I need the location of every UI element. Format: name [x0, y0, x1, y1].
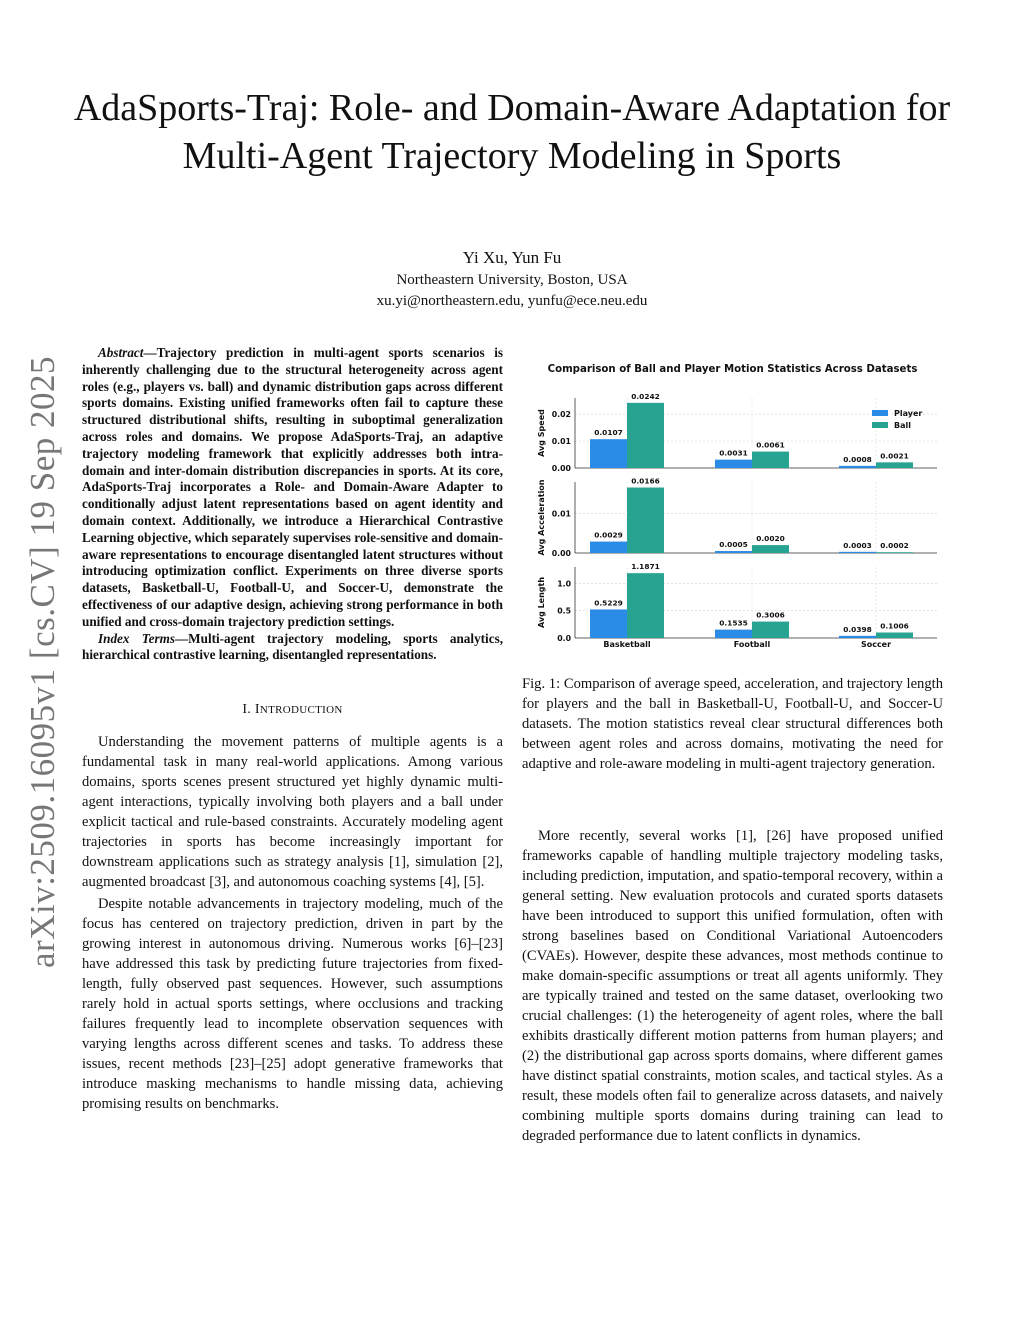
y-tick-label: 0.02: [551, 410, 571, 420]
data-label-ball: 0.3006: [756, 610, 785, 620]
bar-player-football: [715, 630, 752, 638]
authors: Yi Xu, Yun Fu: [462, 248, 562, 267]
data-label-player: 0.0003: [843, 540, 872, 550]
right-paragraph-1: More recently, several works [1], [26] have proposed unified frameworks capable of handling multiple trajectory modeling tasks, including prediction, imputation, and spatio-temporal recovery, within a general setting. New evaluation protocols and curated sports datasets have been introduced to support this unified formulation, often with strong baselines based on Conditional Variational Autoencoders (CVAEs). However, despite these advances, most methods continue to make domain-specific assumptions or treat all agents uniformly. They are typically trained and tested on the same dataset, overlooking two crucial challenges: (1) the heterogeneity of agent roles, where the ball exhibits drastically different motion patterns from human players; and (2) the distributional gap across sports domains, where different games have distinct spatial constraints, motion scales, and tactical styles. As a result, these models often fail to generalize across datasets, and naively combining multiple sports domains during training can lead to degraded performance due to latent conflicts in dynamics.: [522, 828, 943, 1144]
bar-player-basketball: [590, 439, 627, 468]
bar-player-soccer: [839, 552, 876, 553]
data-label-ball: 0.0020: [756, 534, 785, 544]
bar-player-soccer: [839, 466, 876, 468]
y-tick-label: 0.01: [551, 437, 571, 447]
arxiv-identifier: arXiv:2509.16095v1 [cs.CV] 19 Sep 2025: [23, 355, 62, 968]
data-label-player: 0.0107: [594, 428, 623, 438]
chart-title: Comparison of Ball and Player Motion Statistics Across Datasets: [547, 364, 918, 375]
data-label-player: 0.0029: [594, 530, 623, 540]
bar-ball-basketball: [627, 488, 664, 553]
bar-ball-football: [752, 545, 789, 553]
index-terms-text: —Multi-agent trajectory modeling, sports analytics, hierarchical contrastive learning, disentangled representations.: [82, 630, 503, 663]
data-label-player: 0.0398: [843, 624, 872, 634]
bar-player-football: [715, 551, 752, 553]
x-tick-label: Basketball: [603, 640, 651, 649]
x-tick-label: Football: [733, 640, 771, 649]
bar-player-basketball: [590, 609, 627, 638]
bar-ball-soccer: [876, 633, 913, 638]
data-label-player: 0.5229: [594, 598, 623, 608]
bar-ball-basketball: [627, 573, 664, 638]
y-tick-label: 0.00: [551, 549, 571, 558]
y-tick-label: 1.0: [557, 579, 571, 589]
data-label-ball: 1.1871: [631, 562, 660, 572]
data-label-player: 0.0031: [719, 448, 748, 458]
legend-swatch-ball: [872, 422, 888, 428]
figure-1-caption: Fig. 1: Comparison of average speed, acceleration, and trajectory length for players and the ball in Basketball-U, Football-U, and Soccer-U datasets. The motion statistics reveal clear structural differences both between agent roles and across domains, motivating the need for adaptive and role-aware modeling in multi-agent trajectory generation.: [522, 676, 943, 772]
section-number: I.: [242, 702, 252, 718]
y-tick-label: 0.00: [551, 464, 571, 473]
y-tick-label: 0.0: [557, 634, 571, 643]
figure-1-chart: [522, 360, 943, 660]
intro-paragraph-1: Understanding the movement patterns of multiple agents is a fundamental task in many real-world applications. Among various domains, sports scenes present structured yet highly dynamic multi-agent interactions, typically involving both players and a ball under explicit tactical and rule-based constraints. Accurately modeling agent trajectories in sports has become increasingly important for downstream applications such as strategy analysis [1], simulation [2], augmented broadcast [3], and autonomous coaching systems [4], [5].: [82, 734, 503, 891]
abstract: [82, 345, 503, 664]
data-label-ball: 0.0242: [631, 391, 660, 401]
bar-player-football: [715, 460, 752, 468]
data-label-player: 0.0005: [719, 540, 748, 550]
right-column: [522, 360, 943, 1146]
section-first-letter: I: [254, 702, 260, 718]
abstract-label: Abstract: [98, 345, 144, 360]
chart-svg: [522, 360, 943, 660]
right-body: [522, 826, 943, 1146]
data-label-player: 0.1535: [719, 618, 748, 628]
left-column: [82, 345, 503, 1114]
legend-swatch-player: [872, 410, 888, 416]
bar-ball-soccer: [876, 462, 913, 468]
bar-ball-soccer: [876, 552, 913, 553]
bar-player-basketball: [590, 542, 627, 553]
data-label-ball: 0.0021: [880, 451, 909, 461]
bar-ball-basketball: [627, 403, 664, 468]
data-label-ball: 0.1006: [880, 621, 909, 631]
bar-player-soccer: [839, 636, 876, 638]
bar-ball-football: [752, 622, 789, 638]
author-emails: xu.yi@northeastern.edu, yunfu@ece.neu.edu: [376, 293, 648, 309]
data-label-ball: 0.0061: [756, 440, 785, 450]
y-tick-label: 0.5: [557, 606, 571, 616]
legend-label-player: Player: [894, 409, 923, 418]
data-label-ball: 0.0166: [631, 476, 660, 486]
intro-paragraph-2: Despite notable advancements in trajectory modeling, much of the focus has centered on trajectory prediction, driven in part by the growing interest in autonomous driving. Numerous works [6]–[23] have addressed this task by predicting future trajectories from fixed-length, fully observed past sequences. However, such assumptions rarely hold in actual sports settings, where occlusions and tracking failures frequently lead to incomplete observation sequences with varying lengths across different scenes and tasks. To address these issues, recent methods [23]–[25] adopt generative frameworks that introduce masking mechanisms to handle missing data, achieving promising results on benchmarks.: [82, 896, 503, 1113]
y-axis-label: Avg Length: [537, 576, 546, 629]
paper-title: AdaSports-Traj: Role- and Domain-Aware Adaptation for Multi-Agent Trajectory Modeling in Sports: [73, 87, 951, 177]
y-axis-label: Avg Acceleration: [537, 479, 546, 556]
bar-ball-football: [752, 452, 789, 468]
section-title-rest: NTRODUCTION: [259, 704, 343, 717]
abstract-text: —Trajectory prediction in multi-agent sports scenarios is inherently challenging due to the structural heterogeneity across agent roles (e.g., players vs. ball) and dynamic distribution gaps across different sports domains. Existing unified frameworks often fail to capture these structured distributional shifts, resulting in suboptimal generalization across roles and domains. We propose AdaSports-Traj, an adaptive trajectory modeling framework that explicitly addresses both intra-domain and inter-domain distribution discrepancies in sports. At its core, AdaSports-Traj incorporates a Role- and Domain-Aware Adapter to conditionally adjust latent representations based on agent identity and domain context. Additionally, we introduce a Hierarchical Contrastive Learning objective, which separately supervises role-sensitive and domain-aware representations to encourage disentangled latent structures without introducing optimization conflict. Experiments on three diverse sports datasets, Basketball-U, Football-U, and Soccer-U, demonstrate the effectiveness of our adaptive design, achieving strong performance in both unified and cross-domain trajectory prediction settings.: [82, 345, 503, 629]
index-terms-label: Index Terms: [98, 630, 175, 646]
y-tick-label: 0.01: [551, 509, 571, 519]
y-axis-label: Avg Speed: [537, 409, 546, 457]
legend-label-ball: Ball: [894, 421, 911, 430]
data-label-ball: 0.0002: [880, 541, 909, 551]
data-label-player: 0.0008: [843, 454, 872, 464]
section-heading-introduction: [82, 702, 503, 718]
affiliation: Northeastern University, Boston, USA: [396, 272, 628, 288]
x-tick-label: Soccer: [860, 640, 892, 649]
